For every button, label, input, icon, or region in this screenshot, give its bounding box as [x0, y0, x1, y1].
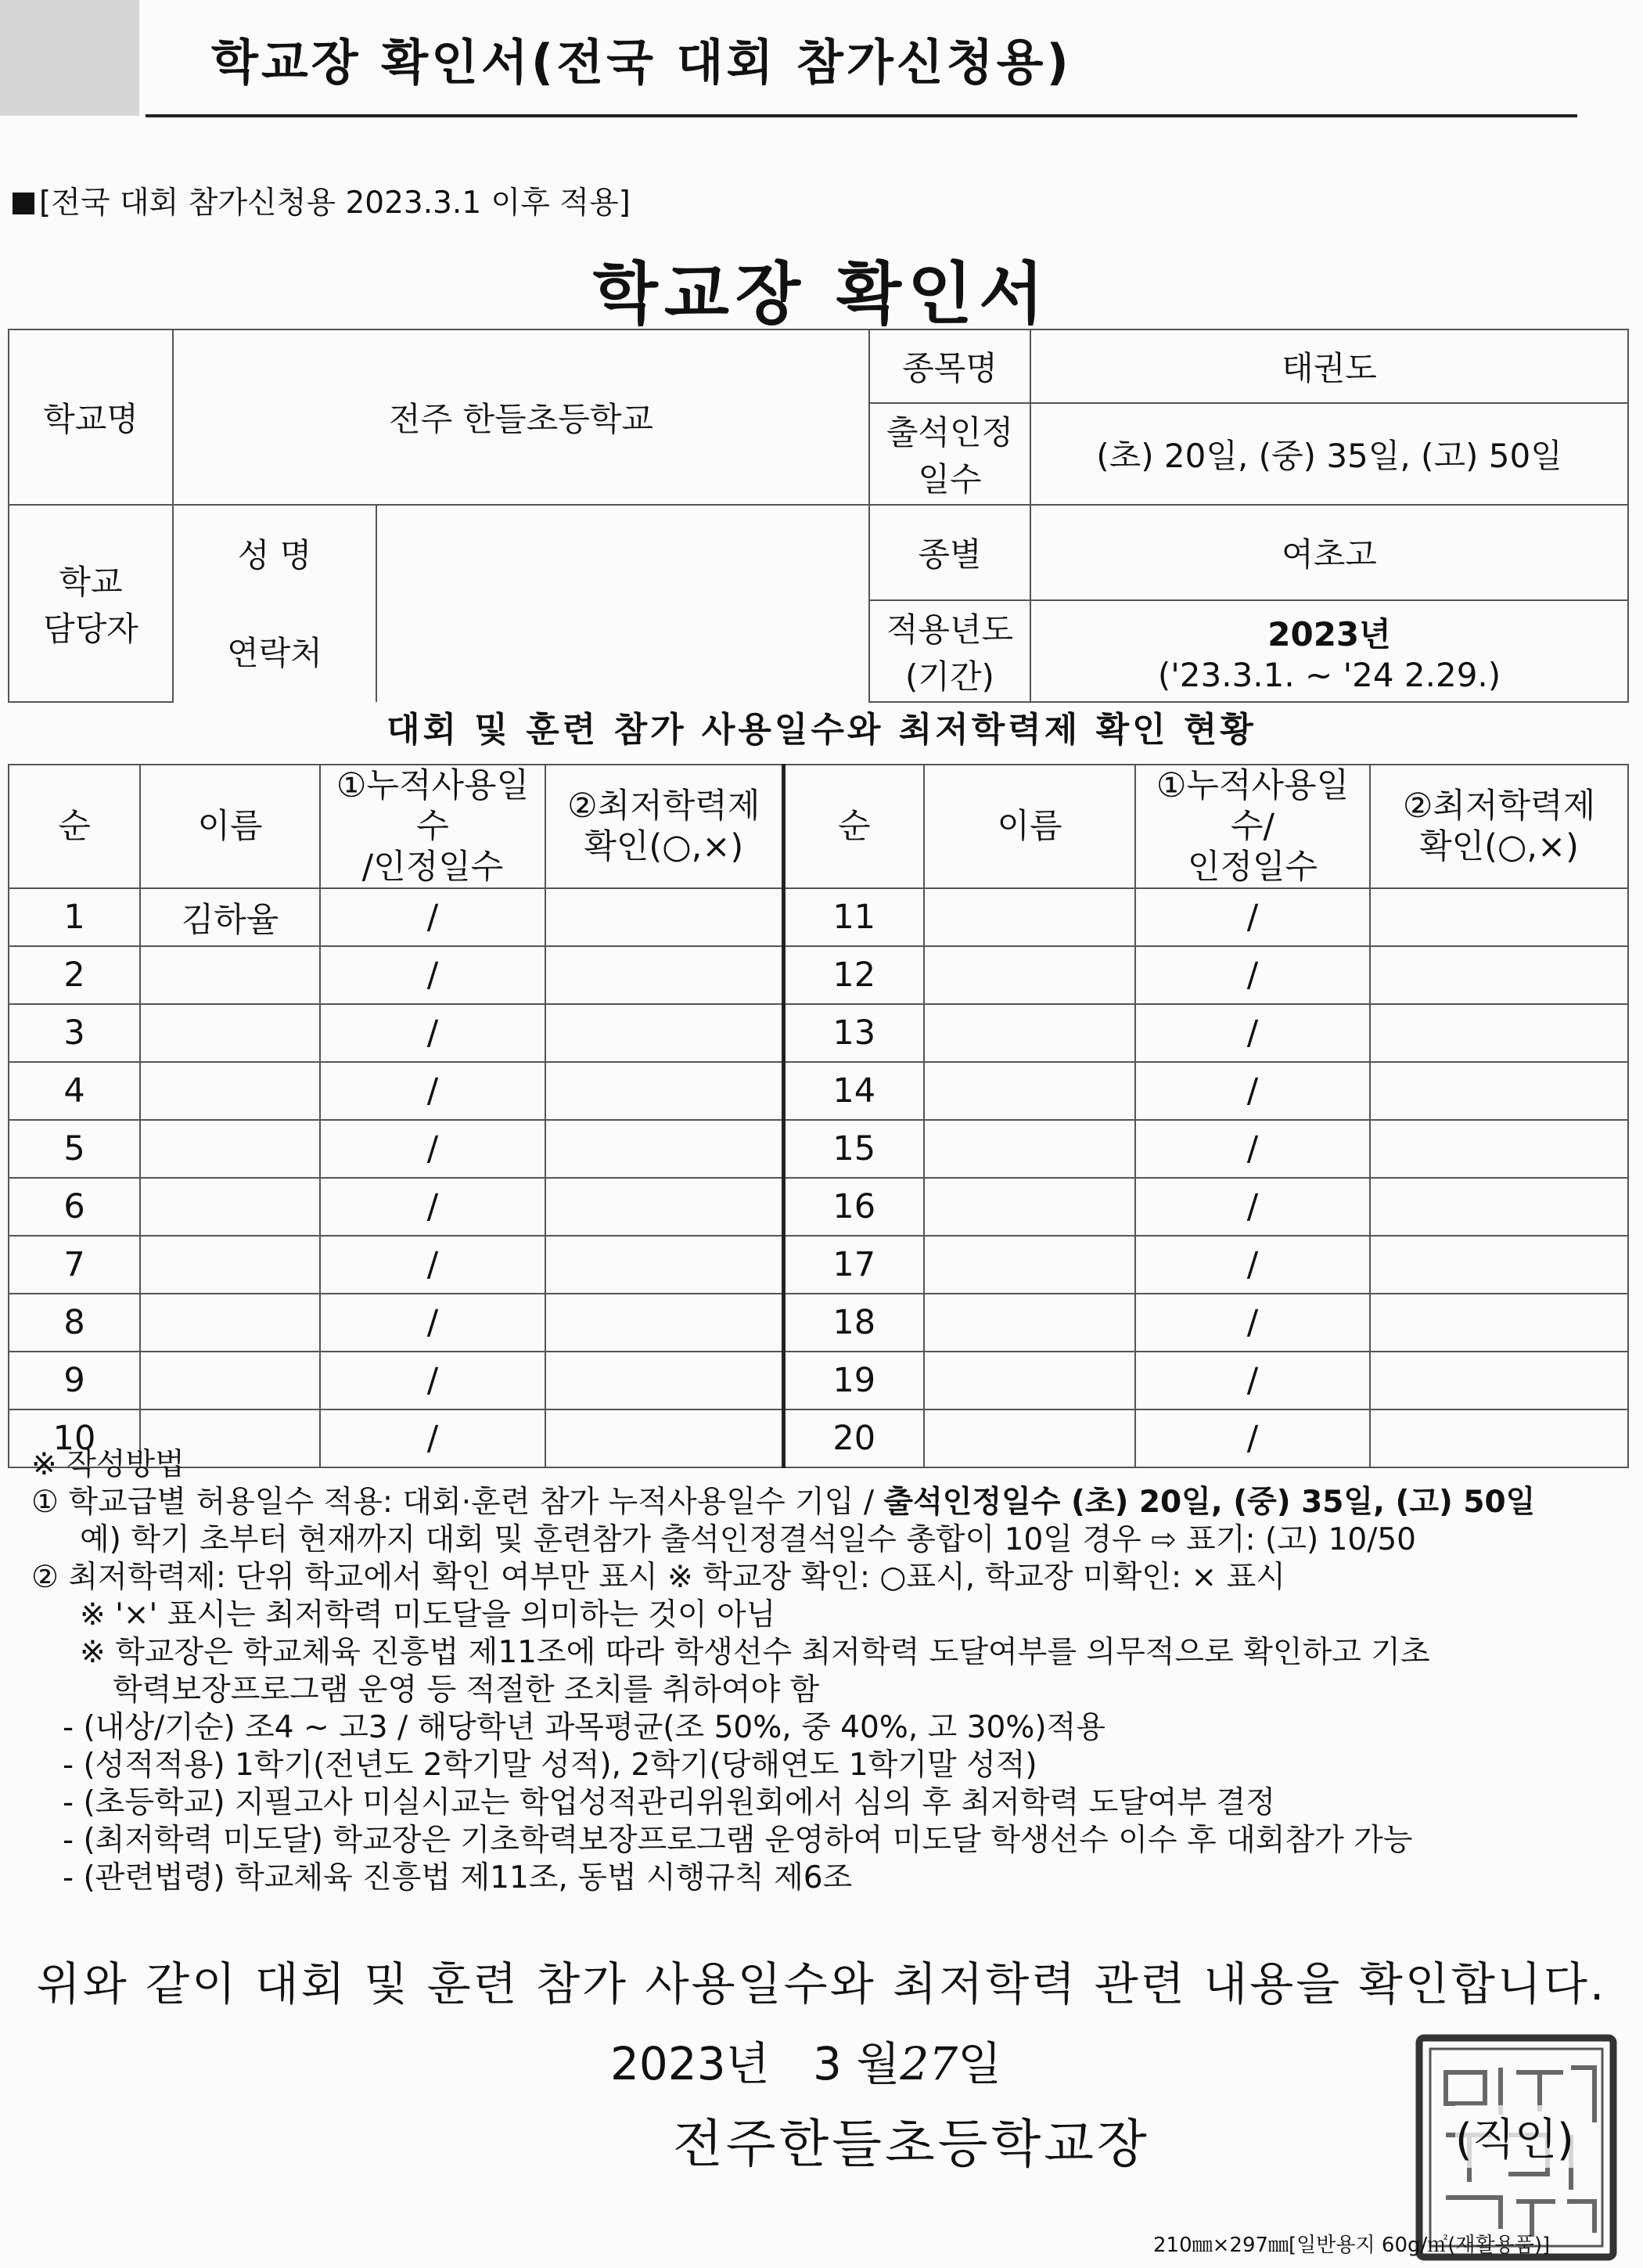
row-no: 8	[9, 1294, 140, 1352]
row-check	[545, 1004, 783, 1062]
school-label: 학교명	[9, 329, 173, 505]
col-name-left: 이름	[140, 765, 320, 888]
row-days: /	[320, 1120, 545, 1178]
seal-label: (직인)	[1455, 2105, 1574, 2168]
row-name	[140, 1352, 320, 1409]
row-no: 7	[9, 1236, 140, 1294]
row-name	[140, 1294, 320, 1352]
col-days-right	[1135, 765, 1370, 888]
row-name	[924, 946, 1135, 1004]
row-name	[924, 1236, 1135, 1294]
table-row	[9, 1062, 1628, 1120]
category-label: 종별	[869, 505, 1030, 600]
table-row	[9, 1352, 1628, 1409]
col-days-left-line1: ①누적사용일수	[336, 766, 530, 846]
row-check	[545, 1178, 783, 1236]
row-no: 17	[783, 1236, 924, 1294]
row-no: 2	[9, 946, 140, 1004]
notice-text: [전국 대회 참가신청용 2023.3.1 이후 적용]	[39, 185, 631, 221]
row-check	[545, 1352, 783, 1409]
manager-label	[9, 505, 173, 702]
attendance-label	[869, 403, 1030, 505]
info-table	[8, 329, 1629, 703]
row-no: 4	[9, 1062, 140, 1120]
table-row	[9, 888, 1628, 946]
row-no: 1	[9, 888, 140, 946]
row-check	[1370, 1120, 1628, 1178]
row-days: /	[1135, 1409, 1370, 1467]
year-value: 2023년	[1267, 614, 1391, 653]
row-no: 18	[783, 1294, 924, 1352]
header-gray-tab	[0, 0, 139, 116]
contact-value	[376, 600, 869, 702]
row-days: /	[320, 1004, 545, 1062]
signature-date	[610, 2027, 1001, 2093]
col-days-left	[320, 765, 545, 888]
row-days: /	[1135, 1004, 1370, 1062]
confirm-statement: 위와 같이 대회 및 훈련 참가 사용일수와 최저학력 관련 내용을 확인합니다.	[36, 1957, 1607, 2011]
row-no: 11	[783, 888, 924, 946]
row-days: /	[1135, 1294, 1370, 1352]
event-label: 종목명	[869, 329, 1030, 403]
row-no: 13	[783, 1004, 924, 1062]
row-name	[140, 1236, 320, 1294]
row-name	[140, 1178, 320, 1236]
row-check	[545, 1294, 783, 1352]
col-days-right-line1: ①누적사용일수/	[1156, 766, 1350, 846]
row-check	[1370, 1236, 1628, 1294]
col-check-left-line2: 확인(○,×)	[584, 827, 744, 866]
row-check	[1370, 1294, 1628, 1352]
row-name	[924, 1178, 1135, 1236]
row-name	[140, 1120, 320, 1178]
year-period: ('23.3.1. ~ '24 2.29.)	[1157, 655, 1501, 694]
contact-label: 연락처	[173, 600, 376, 702]
row-no: 14	[783, 1062, 924, 1120]
row-days: /	[1135, 888, 1370, 946]
row-days: /	[1135, 1178, 1370, 1236]
row-check	[1370, 1178, 1628, 1236]
table-row	[9, 1236, 1628, 1294]
col-check-right-line1: ②최저학력제	[1402, 787, 1596, 826]
row-name	[140, 1004, 320, 1062]
instruction-bullet: - (성적적용) 1학기(전년도 2학기말 성적), 2학기(당해연도 1학기말 성적)	[63, 1748, 1037, 1783]
row-check	[1370, 1062, 1628, 1120]
row-days: /	[1135, 946, 1370, 1004]
table-row	[9, 946, 1628, 1004]
instruction-note-2-line2: 학력보장프로그램 운영 등 적절한 조치를 취하여야 함	[113, 1672, 820, 1708]
instruction-item-1	[31, 1484, 1627, 1521]
roster-table	[8, 764, 1629, 1468]
row-days: /	[320, 1236, 545, 1294]
square-bullet-icon	[13, 193, 34, 214]
row-name	[924, 1120, 1135, 1178]
col-days-right-line2: 인정일수	[1187, 848, 1318, 887]
row-days: /	[320, 1409, 545, 1467]
row-check	[1370, 946, 1628, 1004]
col-check-right-line2: 확인(○,×)	[1419, 827, 1579, 866]
name-label: 성 명	[173, 505, 376, 600]
row-no: 19	[783, 1352, 924, 1409]
table-row	[9, 1120, 1628, 1178]
row-days: /	[1135, 1352, 1370, 1409]
row-no: 20	[783, 1409, 924, 1467]
year-label	[869, 600, 1030, 702]
instruction-item-2: ② 최저학력제: 단위 학교에서 확인 여부만 표시 ※ 학교장 확인: ○표시, 학교장 미확인: × 표시	[31, 1560, 1285, 1595]
row-name	[924, 1294, 1135, 1352]
row-check	[545, 888, 783, 946]
header-rule	[146, 114, 1577, 117]
col-no-left: 순	[9, 765, 140, 888]
row-no: 9	[9, 1352, 140, 1409]
row-days: /	[1135, 1062, 1370, 1120]
attendance-value: (초) 20일, (중) 35일, (고) 50일	[1030, 403, 1628, 505]
row-no: 10	[9, 1409, 140, 1467]
row-name: 김하율	[140, 888, 320, 946]
table-row	[9, 1294, 1628, 1352]
row-no: 5	[9, 1120, 140, 1178]
date-day: 27	[900, 2037, 958, 2090]
instruction-note-2-line1: ※ 학교장은 학교체육 진흥법 제11조에 따라 학생선수 최저학력 도달여부를 의무적으로 확인하고 기초	[80, 1635, 1430, 1670]
row-days: /	[320, 1352, 545, 1409]
col-days-left-line2: /인정일수	[361, 848, 504, 887]
row-no: 16	[783, 1178, 924, 1236]
date-day-unit: 일	[958, 2037, 1002, 2090]
year-label-line2: (기간)	[905, 657, 994, 696]
section-title: 대회 및 훈련 참가 사용일수와 최저학력제 확인 현황	[386, 710, 1257, 750]
row-name	[924, 1062, 1135, 1120]
row-days: /	[320, 1062, 545, 1120]
event-value: 태권도	[1030, 329, 1628, 403]
row-no: 3	[9, 1004, 140, 1062]
table-row	[9, 1178, 1628, 1236]
row-no: 15	[783, 1120, 924, 1178]
row-check	[1370, 1004, 1628, 1062]
row-name	[924, 888, 1135, 946]
category-value: 여초고	[1030, 505, 1628, 600]
manager-label-line1: 학교	[59, 563, 123, 601]
col-no-right: 순	[783, 765, 924, 888]
instructions	[31, 1446, 1627, 1897]
main-title: 학교장 확인서	[592, 255, 1051, 333]
row-check	[545, 1062, 783, 1120]
row-days: /	[320, 946, 545, 1004]
row-name	[924, 1004, 1135, 1062]
instruction-bullet: - (내상/기순) 조4 ~ 고3 / 해당학년 과목평균(조 50%, 중 40%, 고 30%)적용	[63, 1710, 1106, 1745]
col-check-left-line1: ②최저학력제	[567, 787, 760, 826]
year-label-line1: 적용년도	[886, 610, 1014, 649]
date-year: 2023년	[610, 2037, 770, 2090]
date-month: 3	[812, 2037, 842, 2090]
school-value: 전주 한들초등학교	[173, 329, 869, 505]
notice-line	[13, 178, 631, 222]
col-check-right	[1370, 765, 1628, 888]
name-value	[376, 505, 869, 600]
instruction-item-1-text: ① 학교급별 허용일수 적용: 대회·훈련 참가 누적사용일수 기입 /	[31, 1485, 884, 1520]
row-check	[545, 946, 783, 1004]
instruction-note-1: ※ '×' 표시는 최저학력 미도달을 의미하는 것이 아님	[80, 1597, 776, 1633]
instruction-item-1-bold: 출석인정일수 (초) 20일, (중) 35일, (고) 50일	[883, 1485, 1536, 1520]
row-check	[1370, 888, 1628, 946]
row-name	[140, 1062, 320, 1120]
row-days: /	[1135, 1120, 1370, 1178]
year-value-cell	[1030, 600, 1628, 702]
paper-spec-footer: 210㎜×297㎜[일반용지 60g/㎡(재활용품)]	[1153, 2234, 1551, 2257]
row-no: 6	[9, 1178, 140, 1236]
instruction-bullet: - (최저학력 미도달) 학교장은 기초학력보장프로그램 운영하여 미도달 학생선수 이수 후 대회참가 가능	[63, 1823, 1413, 1858]
instructions-heading: ※ 작성방법	[31, 1447, 185, 1482]
instruction-example: 예) 학기 초부터 현재까지 대회 및 훈련참가 출석인정결석일수 총합이 10일 경우 ⇨ 표기: (고) 10/50	[80, 1522, 1416, 1557]
row-days: /	[1135, 1236, 1370, 1294]
row-name	[140, 946, 320, 1004]
row-no: 12	[783, 946, 924, 1004]
col-check-left	[545, 765, 783, 888]
principal-title: 전주한들초등학교장	[673, 2114, 1150, 2174]
attendance-label-line1: 출석인정	[886, 413, 1014, 452]
table-row	[9, 1004, 1628, 1062]
row-check	[545, 1236, 783, 1294]
header-title: 학교장 확인서(전국 대회 참가신청용)	[211, 34, 1072, 91]
row-days: /	[320, 1178, 545, 1236]
row-name	[924, 1352, 1135, 1409]
attendance-label-line2: 일수	[918, 460, 982, 499]
official-seal	[1415, 2033, 1618, 2262]
date-month-unit: 월	[856, 2037, 901, 2090]
instruction-bullet: - (관련법령) 학교체육 진흥법 제11조, 동법 시행규칙 제6조	[63, 1860, 853, 1895]
row-days: /	[320, 1294, 545, 1352]
instruction-bullet: - (초등학교) 지필고사 미실시교는 학업성적관리위원회에서 심의 후 최저학력 도달여부 결정	[63, 1785, 1276, 1820]
row-check	[545, 1120, 783, 1178]
manager-label-line2: 담당자	[43, 610, 138, 648]
row-check	[1370, 1352, 1628, 1409]
row-days: /	[320, 888, 545, 946]
col-name-right: 이름	[924, 765, 1135, 888]
